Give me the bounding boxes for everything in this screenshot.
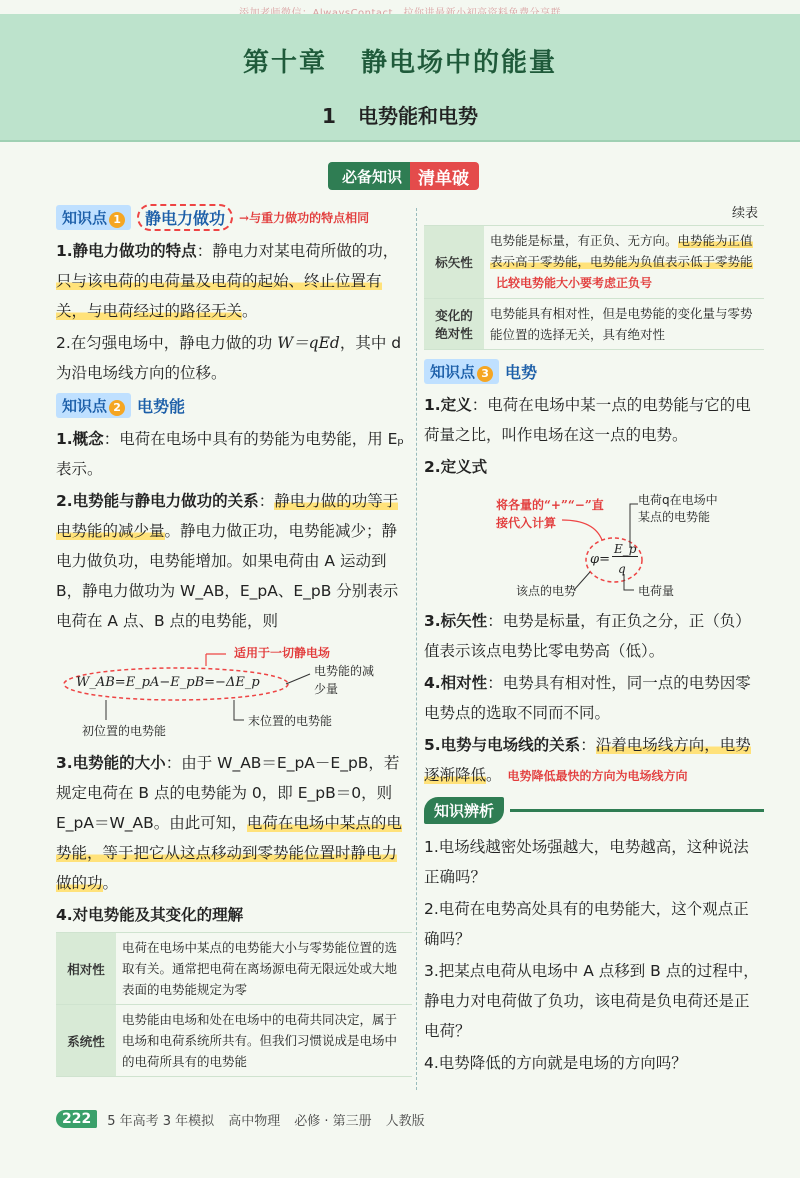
book-series: 5 年高考 3 年模拟 xyxy=(107,1113,215,1129)
table-row xyxy=(424,299,764,350)
chapter-number: 第十章 xyxy=(242,48,327,78)
table-head-cell: 标矢性 xyxy=(424,226,484,299)
formula-text: W＝qEd xyxy=(277,334,340,352)
highlight-text: 电势能为正值表示高于零势能，电势能为负值表示低于零势能 xyxy=(490,233,753,269)
knowledge-point-3-header xyxy=(424,358,764,384)
knowledge-point-2-header xyxy=(56,392,412,418)
section-title xyxy=(0,100,800,129)
formula-right-label: 电势能的减少量 xyxy=(314,664,375,696)
kp-tag: 知识点 1 xyxy=(56,205,131,230)
table-row xyxy=(56,1005,412,1077)
discrimination-question: 1.电场线越密处场强越大，电势越高，这种说法正确吗？ xyxy=(424,838,749,886)
discrimination-badge: 知识辨析 xyxy=(424,797,504,824)
highlight-text: 只与该电荷的电荷量及电荷的起始、终止位置有关，与电荷经过的路径无关 xyxy=(56,272,382,320)
work-formula: W_AB=E_pA−E_pB=−ΔE_p xyxy=(76,675,260,690)
table-continued-label: 续表 xyxy=(731,206,758,221)
highlight-text: 电荷在电场中某点的电势能，等于把它从这点移动到零势能位置时静电力做的功 xyxy=(56,814,402,892)
highlight-text: 静电力做的功等于电势能的减少量 xyxy=(56,492,399,540)
kp1-item-2: 2.在匀强电场中，静电力做的功 W＝qEd，其中 d 为沿电场线方向的位移。 xyxy=(56,334,402,382)
kp-number: 1 xyxy=(109,212,125,228)
kp3-item-1: 1.定义：电荷在电场中某一点的电势能与它的电荷量之比，叫作电场在这一点的电势。 xyxy=(424,396,751,444)
annotation-note: 电势降低最快的方向为电场线方向 xyxy=(507,769,688,783)
table-body-cell: 电荷在电场中某点的电势能大小与零势能位置的选取有关。通常把电荷在离场源电荷无限远处或大地表面的电势能规定为零 xyxy=(116,933,412,1005)
kp3-item-2: 2.定义式 xyxy=(424,458,488,476)
table-body-cell: 电势能具有相对性，但是电势能的变化量与零势能位置的选择无关，具有绝对性 xyxy=(484,299,764,350)
potential-energy-table-continued xyxy=(424,225,764,350)
kp2-item-1: 1.概念：电荷在电场中具有的势能为电势能，用 Eₚ 表示。 xyxy=(56,430,405,478)
formula-right-bottom-label: 电荷量 xyxy=(638,584,675,598)
badge-primary: 必备知识 xyxy=(328,162,410,190)
formula-note-top: 适用于一切静电场 xyxy=(234,646,331,660)
table-head-cell: 变化的绝对性 xyxy=(424,299,484,350)
knowledge-point-1-header xyxy=(56,204,412,230)
page-footer xyxy=(56,1108,439,1130)
work-energy-formula-diagram xyxy=(56,640,412,744)
kp-tag: 知识点 3 xyxy=(424,359,499,384)
kp-tag: 知识点 2 xyxy=(56,393,131,418)
section-number: 1 xyxy=(322,104,336,128)
chapter-title xyxy=(0,42,800,79)
annotation-note: 比较电势能大小要考虑正负号 xyxy=(496,276,653,290)
kp-number: 2 xyxy=(109,400,125,416)
highlight-text: 沿着电场线方向，电势逐渐降低 xyxy=(424,736,751,784)
formula-right-bottom-label: 末位置的电势能 xyxy=(248,714,333,728)
discrimination-question: 4.电势降低的方向就是电场的方向吗？ xyxy=(424,1054,687,1072)
formula-left-bottom-label: 初位置的电势能 xyxy=(82,724,167,738)
table-body-cell: 电势能由电场和处在电场中的电荷共同决定，属于电场和电荷系统所共有。但我们习惯说成是电场中的电荷所具有的电势能 xyxy=(116,1005,412,1077)
book-volume: 必修 · 第三册 xyxy=(294,1113,372,1129)
table-body-cell: 电势能是标量，有正负、无方向。电势能为正值表示高于零势能，电势能为负值表示低于零势能比较电势能大小要考虑正负号 xyxy=(484,226,764,299)
phi-numerator: E_p xyxy=(614,542,637,556)
right-column xyxy=(424,200,764,1080)
discrimination-question: 3.把某点电荷从电场中 A 点移到 B 点的过程中，静电力对电荷做了负功，该电荷是负电荷还是正电荷？ xyxy=(424,962,759,1040)
formula-left-bottom-label: 该点的电势 xyxy=(516,584,577,598)
badge-secondary: 清单破 xyxy=(410,162,479,190)
annotation-note: →与重力做功的特点相同 xyxy=(239,210,370,225)
phi-denominator: q xyxy=(618,562,626,576)
formula-right-top-label: 电荷q在电场中某点的电势能 xyxy=(638,493,718,524)
kp-title: 静电力做功 xyxy=(137,204,233,231)
section-badge xyxy=(328,162,479,190)
kp3-item-4: 4.相对性：电势具有相对性，同一点的电势因零电势点的选取不同而不同。 xyxy=(424,674,751,722)
table-row xyxy=(424,226,764,299)
book-subject: 高中物理 xyxy=(228,1113,281,1129)
page-number: 222 xyxy=(56,1110,97,1128)
kp2-item-2: 2.电势能与静电力做功的关系：静电力做的功等于电势能的减少量。静电力做正功，电势能减少；静电力做负功，电势能增加。如果电荷由 A 运动到 B，静电力做功为 W_AB，E_pA、E_pB 分别表示电荷在 A 点、B 点的电势能，则 xyxy=(56,492,399,630)
chapter-name: 静电场中的能量 xyxy=(361,48,558,78)
formula-note-left: 将各量的“+”“−”直接代入计算 xyxy=(496,498,604,530)
potential-definition-diagram xyxy=(424,484,764,604)
phi-symbol: φ= xyxy=(590,552,610,567)
discrimination-question: 2.电荷在电势高处具有的电势能大，这个观点正确吗？ xyxy=(424,900,749,948)
kp-title: 电势能 xyxy=(137,396,186,416)
kp3-item-3: 3.标矢性：电势是标量，有正负之分，正（负）值表示该点电势比零电势高（低）。 xyxy=(424,612,751,660)
potential-energy-table xyxy=(56,932,412,1077)
table-row xyxy=(56,933,412,1005)
kp1-item-1: 1.静电力做功的特点：静电力对某电荷所做的功，只与该电荷的电荷量及电荷的起始、终止位置有关，与电荷经过的路径无关。 xyxy=(56,242,399,320)
kp-title: 电势 xyxy=(505,362,538,382)
book-edition: 人教版 xyxy=(385,1113,425,1129)
kp-number: 3 xyxy=(477,366,493,382)
left-column xyxy=(56,200,412,1077)
kp3-item-5: 5.电势与电场线的关系：沿着电场线方向，电势逐渐降低。 电势降低最快的方向为电场线方向 xyxy=(424,736,751,784)
table-head-cell: 相对性 xyxy=(56,933,116,1005)
kp2-item-3: 3.电势能的大小：由于 W_AB＝E_pA－E_pB，若规定电荷在 B 点的电势能为 0，即 E_pB＝0，则 E_pA＝W_AB。由此可知，电荷在电场中某点的电势能，等于把它从这点移动到零势能位置时静电力做的功。 xyxy=(56,754,402,892)
kp2-item-4: 4.对电势能及其变化的理解 xyxy=(56,906,244,924)
column-divider xyxy=(416,208,417,1090)
knowledge-discrimination-header xyxy=(424,797,764,824)
section-name: 电势能和电势 xyxy=(357,104,478,128)
table-head-cell: 系统性 xyxy=(56,1005,116,1077)
